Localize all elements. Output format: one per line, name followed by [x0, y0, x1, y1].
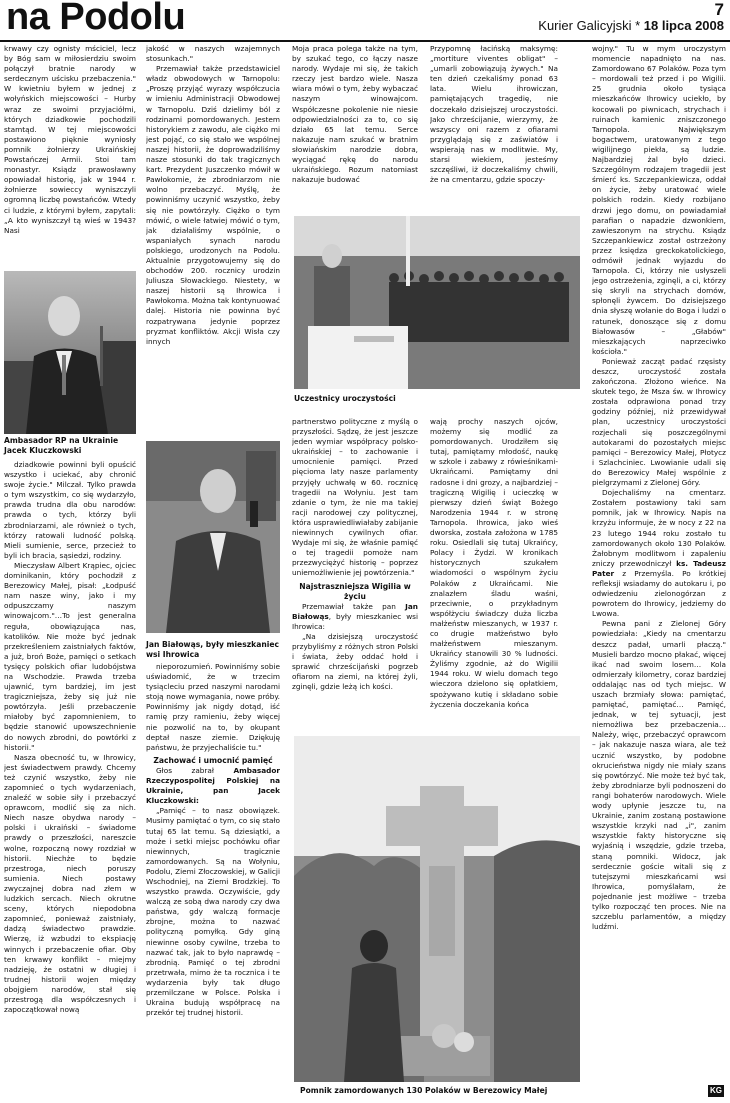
masthead-name: Kurier Galicyjski *: [538, 18, 641, 33]
paragraph: „Pamięć – to nasz obowiązek. Musimy pamiętać o tym, co się stało tutaj 65 lat temu. Są dziesiątki, a może i setki miejsc pochówku ofiar niewinnych, tragicznie zamordowanych. Są na Wołyniu, Podolu, Ziemi Złoczowskiej, w Galicji Wschodniej, na Ziemi Brodzkiej. To wszystko prawda. Oczywiście, gdy walczą ze sobą dwa narody czy dwa państwa, gdy walczą formacje zbrojne, można to nazwać polityczną pomyłką. Gdy giną niewinne osoby cywilne, trzeba to nazwać tak, jak to było naprawdę – zbrodnią. Pamięć o tej zbrodni przetrwała, mimo że ta rocznica i te wydarzenia były tak długo przemilczane w Polsce. Polska i Ukraina budują współpracę na przekór tej trudnej historii.: [146, 806, 280, 1018]
paragraph: Przypomnę łacińską maksymę: „mortiture viventes obligat" – „umarli zobowiązują żywych." Na ten dzień czekaliśmy ponad 63 lata. Wielu ihrowiczan, pamiętających tragedię, nie doczekało dzisiejszej uroczystości. Jako chrześcijanie, wierzymy, że wszyscy oni razem z ofiarami przyglądają się z zaświatów i wspierają nas w modlitwie. My, starsi wiekiem, jesteśmy szczęśliwi, iż doczekaliśmy chwili, że na cmentarzu, gdzie spoczy-: [430, 44, 558, 185]
column-3-mid: [292, 417, 418, 732]
text-run: z Przemyśla. Po krótkiej refleksji wsiadamy do autokaru i, po odwiedzeniu zielonogórzan z powrotem do Ihrowicy, jedziemy do Lwowa.: [592, 568, 726, 619]
paragraph: Mieczysław Albert Krąpiec, ojciec dominikanin, który pochodził z Berezowicy Małej, pisał: „Łodpuść nam nasze winy, jako i my odpuszczamy naszym winowajcom."…To jest generalna reguła, obowiązująca nas, katolików. Nie może być jednak przekreśleniem zaistniałych faktów, a już, broń Boże, pamięci o setkach tysięcy polskich ofiar ludobójstwa na Wschodzie. Prawda trzeba ujawnić, tym bardziej, im jest tragiczniejsza, żeby się już nie powtórzyła. Jeśli przebaczenie miałoby być zapomnieniem, to będzie stanowić upowszechnienie do nowych zbrodni, do powtórki z historii.": [4, 560, 136, 752]
text-run: , były mieszkaniec wsi Ihrowica:: [292, 611, 418, 631]
paragraph: Ponieważ zacząt padać rzęsisty deszcz, uroczystość została zakończona. Złożono wieńce. Na skutek tego, że Msza św. w Ihrowicy została odprawiona ponad trzy godziny później, niż przewidywał plan, uczestnicy uroczystości rozjechali się poszczególnymi autokarami do pozostałych miejsc pamięci – Berezowicy Małej, Płotycz i Szlachciniec. Lwowianie udali się do Berezowicy Małej wspólnie z pielgrzymami z Zielonej Góry.: [592, 356, 726, 488]
priest-name: ks. Tadeusz Pater: [592, 558, 726, 578]
paragraph: Nasza obecność tu, w Ihrowicy, jest świadectwem prawdy. Chcemy też czynić wszystko, żeby nie zapomnieć o tych wydarzeniach, znaleźć w sobie siły i przebaczyć oprawcom, modlić się za nich. Niech nasze obydwa narody – polski i ukraiński – świadome prawdy o przeszłości, nareszcie wolne, rozpoczną nowy rozdział w historii. Niechże to będzie przestroga, niech poruszy sumienia. Niech postawy zwyczajnej dobra nad złem w ludzkich sercach. Niech okrutne sceny, których niepodobna zapomnieć, ponieważ zaistniały, dadzą świadectwo prawdzie. Wierzę, iż wzbudzi to ekspiację winnych i przebaczenie ofiar. Oby ten krwawy konflikt – miejmy nadzieję, że ostatni w długiej i trudnej historii wojen między obojgiem narodów, stał się przestrogą dla współczesnych i zapoczątkował nową: [4, 752, 136, 1015]
photo-participants: [294, 216, 580, 389]
column-1-top: [4, 44, 136, 268]
column-1-bottom: [4, 460, 136, 1100]
caption-ambassador: Ambasador RP na Ukrainie Jacek Kluczkowski: [4, 436, 119, 455]
masthead: [538, 18, 724, 33]
paragraph: krwawy czy ognisty mściciel, lecz by Bóg sam w miłosierdziu swoim połączył bratnie narody w serdecznym uścisku przebaczenia." W kwietniu byłem w jednej z wołyńskich miejscowości – Hurby wraz ze swoimi przyjaciółmi, których dziadkowie pochodzili stamtąd. W tej miejscowości postawiono pięknie wyniosły pomnik żołnierzy Ukraińskiej Powstańczej Armii. Stoi tam monastyr. Ksiądz prawosławny opowiadał historię, jak w 1944 r. żołnierze sowieccy wyniszczyli ogromną liczbę powstańców. Wtedy ci ludzie, z którymi byłem, zapytali: „A kto wyniszczył tą wieś w 1943? Nasi: [4, 44, 136, 235]
text-run: Głos zabrał: [156, 765, 234, 775]
header-rule: [0, 40, 730, 42]
paragraph: wają prochy naszych ojców, możemy się modlić za pomordowanych. Urodziłem się tutaj, pamiętamy młodość, naukę w szkole i zabawy z rówieśnikami-Ukraińcami. Pamiętamy dni radosne i dni grozy, a najbardziej – tragiczną Wigilię i ucieczkę w pierwszy dzień świąt Bożego Narodzenia 1944 r. w stronę Tarnopola. Ihrowica, jako wieś dworska, została założona w 1785 roku. Osiedlali się tutaj Ukraińcy, Polacy i Żydzi. W kronikach historycznych szukałem wiadomości o wspólnym życiu Polaków z Ukraińcami. Nie znalazłem śladu waśni, przeciwnie, o przykładnym współżyciu świadczy duża liczba małżeństw mieszanych, w 1937 r. co drugie małżeństwo było małżeństwem mieszanym. Ukraińcy stanowili 30 % ludności. Żyliśmy zgodnie, aż do Wigilii 1944 roku. W wielu domach tego wieczora dzielono się opłatkiem, spożywano kutię i składano sobie życzenia doczekania końca: [430, 417, 558, 709]
paragraph: Pewna pani z Zielonej Góry powiedziała: „Kiedy na cmentarzu deszcz padał, umarli płaczą." Musieli bardzo mocno płakać, więcej ikać nad swoim losem… Kola odmierzały kilometry, coraz bardziej oddalając nas od tych miejsc. W uszach brzmiały słowa: pamiętać, pamiętać, pamiętać… Pamięć, jednak, w tej sytuacji, jest niemożliwa bez przebaczenia… Należy, więc, przebaczyć oprawcom – jak nakazuje nasza wiara, ale też ucznić wszystko, by podobne okrucieństwa nigdy nie miały szans się powtórzyć. Nie może też być tak, żeby zbrodniarze byli podnoszeni do rangi bohaterów narodowych. Wiele wody upłynie jeszcze tu, na Ukrainie, zanim zostaną postawione wszystkie krzyki nad „i", zanim wszystkie fakty historyczne się wyjaśnią i wszędzie, gdzie trzeba, staną pomniki. Widocz, jak serdecznie goście witali się z tutejszymi mieszkańcami wsi Ihrowica, pomyślałam, że pojednanie jest możliwe – trzeba tylko rozpocząć ten proces. Nie na szczeblu parlamentów, a między ludźmi.: [592, 619, 726, 932]
paragraph: [292, 602, 418, 632]
publisher-logo: KG: [710, 1086, 722, 1095]
column-4-top: [430, 44, 558, 214]
paragraph: [592, 488, 726, 619]
column-2-bottom: [146, 662, 280, 1100]
subheading: Zachować i umocnić pamięć: [153, 755, 273, 765]
photo-monument: [294, 736, 580, 1082]
text-run: Przemawiał także pan: [302, 601, 406, 611]
caption-bialowas: Jan Białowąs, były mieszkaniec wsi Ihrowica: [146, 640, 279, 659]
paragraph: „Na dzisiejszą uroczystość przybyliśmy z różnych stron Polski i świata, żeby oddać hołd i sprawić chrześcijański pogrzeb ofiarom na ziemi, na której żyli, zginęli, gdzie leżą ich kości.: [292, 631, 418, 692]
paragraph: nieporozumień. Powinniśmy sobie uświadomić, że w trzecim tysiącleciu przed naszymi narodami stoją nowe wymagania, nowe próby. Powinniśmy jak nigdy dotąd, iść ramię przy ramieniu, żeby więcej nie pozwolić na to, by okupant deptał nasze ziemie. Dziękuję państwu, że przyjechaliście tu.": [146, 662, 280, 752]
speaker-name: Ambasador Rzeczypospolitej Polskiej na Ukrainie, pan Jacek Kluczkowski:: [146, 765, 280, 806]
section-title: na Podolu: [6, 0, 186, 38]
issue-date: 18 lipca 2008: [643, 18, 724, 33]
paragraph: [146, 766, 280, 806]
paragraph: wojny." Tu w mym uroczystym momencie napadnięto na nas. Zamordowano 67 Polaków. Poza tym – mordowali też przed i po Wigilii. 25 grudnia około tysiąca mieszkańców Ihrowicy uciekło, by kocowali po piwnicach, strychach i ruinach kamienic zniszczonego Tarnopola. Największym bogactwem, uratowanym z tego wigilijnego piekła, są ludzie. Najbardziej żal było dzieci. Szczególnym rodzajem tragedii jest śmierć ks. Szczepankiewicza, oddał on życie, żeby uratować wiele polskich rodzin. Kiedy rozbijano drzwi jego domu, on powiadamiał parafian o napadzie dzwonkiem, zawieszonym na strychu. Ksiądz Szczepankiewicz został ostrzeżony przez księdza greckokatolickiego, odmówił jednak wyjazdu do Tarnopola. Ci, którzy nie usłyszeli jego ostrzeżenia, zginęli, a ci, którzy się skryli na strychach domów, spłonęli żywcem. Do dzisiejszego dnia słyszę wołanie do Boga i ludzi o ratunek, donoszące się z domu Białowasów – „Głabów" mieszkających naprzeciwko kościoła.": [592, 44, 726, 356]
ambassador-photo-image: [4, 271, 136, 434]
column-3-top: [292, 44, 418, 214]
column-4-mid: [430, 417, 558, 732]
caption-participants: Uczestnicy uroczystości: [294, 394, 396, 403]
paragraph: Moja praca polega także na tym, by szukać tego, co łączy nasze narody. Wydaje mi się, że takich rzeczy jest bardzo wiele. Nasza wiara mówi o tym, żeby wybaczać naszym winowajcom. Współczesne pokolenie nie niesie odpowiedzialności za to, co się działo 65 lat temu. Serce nakazuje nam szukać w bratnim słowiańskim narodzie dobra, wyciągać rękę do narodu ukraińskiego. Rozum natomiast nakazuje budować: [292, 44, 418, 185]
column-2-top: [146, 44, 280, 438]
paragraph: Przemawiał także przedstawiciel władz obwodowych w Tarnopolu: „Proszę przyjąć wyrazy współczucia w imieniu Administracji Obwodowej w Tarnopolu. Dziś dzielimy ból z rodzinami pomordowanych. Jestem historykiem z zawodu, ale ciężko mi jest pojąć, co się stało we wspólnej naszej historii, że doprowadziliśmy nasze stosunki do tak tragicznych kart. Prezydent Juszczenko mówił w Pawłokomie, że zbrodniarzom nie wolno przebaczyć. Myślę, że powinniśmy uczynić wszystko, żeby się nie powtórzyły. Ciężko o tym mówić, o wiele łatwiej mówić o tym, jak działaliśmy wspólnie, o wspaniałych synach narodu polskiego, urodzonych na Podolu. Aktualnie przygotowujemy się do obchodów 200. rocznicy urodzin Juliusza Słowackiego. Niestety, w naszej historii są Ihrowica i Pawłokoma. Można tak kontynuować dalej. Historia nie powinna być rozpatrywana jedynie poprzez pryzmat konfliktów. Akcji Wisła czy innych: [146, 64, 280, 346]
caption-monument: Pomnik zamordowanych 130 Polaków w Berezowicy Małej: [300, 1086, 548, 1095]
monument-photo-image: [294, 736, 580, 1082]
paragraph: dziadkowie powinni byli opuścić wszystko i uciekać, aby chronić swoje życie." Milczał. Tylko prawda o tym wszystkim, co się wydarzyło, prawda trudna dla obu narodów: prawda o tych, którzy byli zbrodniarzami, ale również o tych, którzy ratowali ludność polską. Mieli sumienie, serce, przecież to byli ich bracia, sąsiedzi, rodziny.: [4, 460, 136, 560]
photo-ambassador: [4, 271, 136, 434]
paragraph: partnerstwo polityczne z myślą o przyszłości. Sądzę, że jest jeszcze jeden wymiar współpracy polsko-ukraińskiej – to zachowanie i umocnienie pamięci. Przed pięcioma laty nasze parlamenty przyjęły uchwałę w 60. rocznicę tragedii na Wołyniu. Jest tam zdanie o tym, że nie ma takiej racji narodowej czy politycznej, która usprawiedliwiałaby zabijanie niewinnych cywilnych ofiar. Wydaje mi się, że właśnie pamięć o tej tragedii pomoże nam przezwyciężyć historię – poprzez uniemożliwienie jej powtórzenia.": [292, 417, 418, 578]
subheading: Najstraszniejsza Wigilia w życiu: [299, 581, 411, 601]
text-run: Dojechaliśmy na cmentarz. Zostałem postawiony taki sam pomnik, jak w Ihrowicy. Napis na krzyżu informuje, że w nocy z 22 na 23 lutego 1944 roku zostało tu zamordowanych około 130 Polaków. Żałobnym modlitwom i zapaleniu zniczy przewodniczył: [592, 488, 726, 568]
speaker-name: Jan Białowąs: [292, 601, 418, 621]
bialowas-photo-image: [146, 441, 280, 633]
participants-photo-image: [294, 216, 580, 389]
photo-bialowas: [146, 441, 280, 633]
paragraph: jakość w naszych wzajemnych stosunkach.": [146, 44, 280, 64]
page-number: 7: [714, 0, 724, 19]
column-5: [592, 44, 726, 1094]
